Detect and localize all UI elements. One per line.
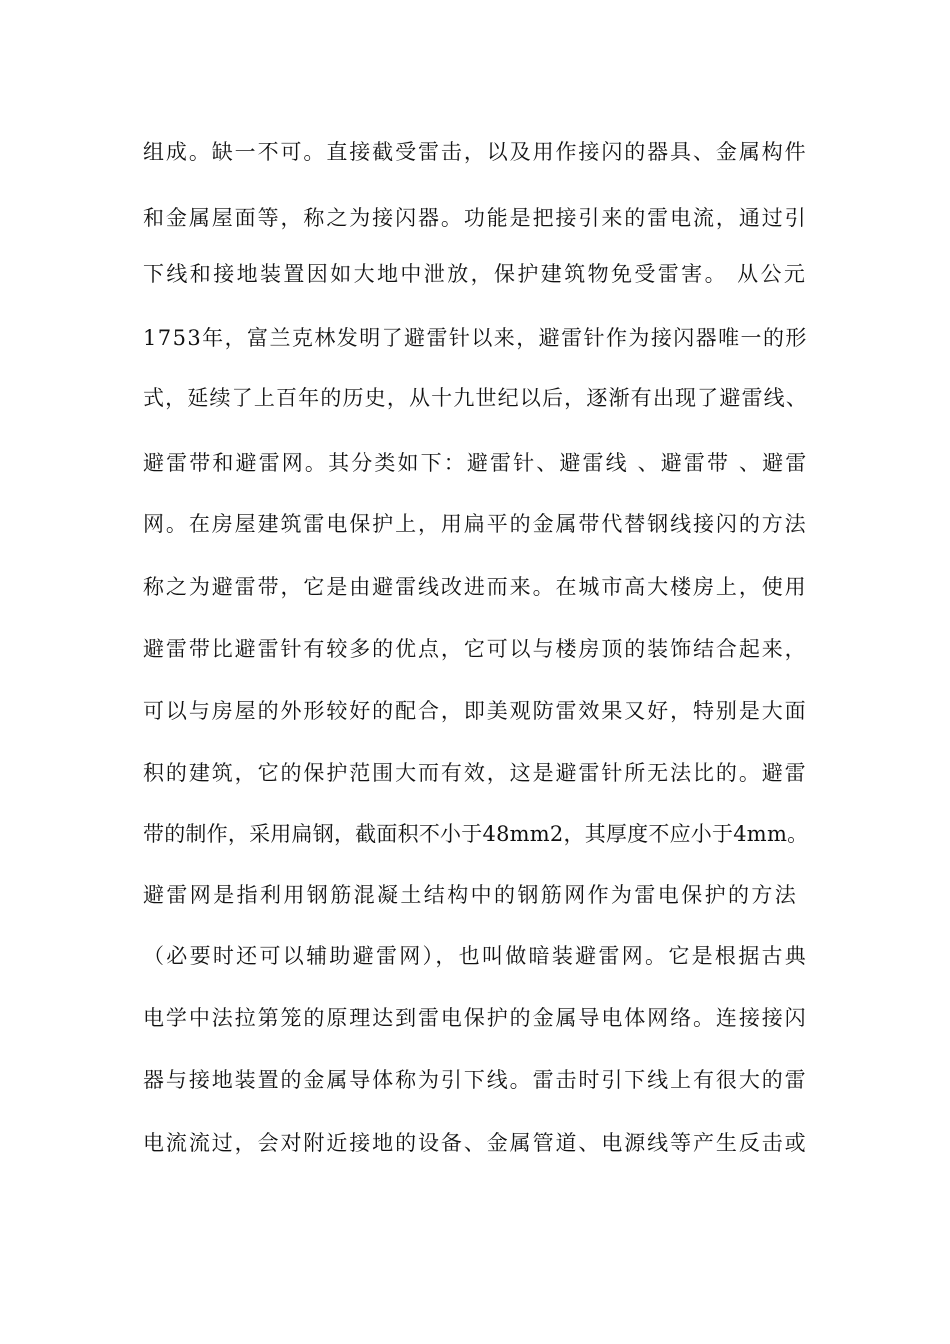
body-text-line: 下线和接地装置因如大地中泄放，保护建筑物免受雷害。 从公元 (143, 262, 808, 286)
body-text-line: 1753年，富兰克林发明了避雷针以来，避雷针作为接闪器唯一的形 (143, 326, 808, 350)
body-text-line: 避雷网是指利用钢筋混凝土结构中的钢筋网作为雷电保护的方法 (143, 883, 799, 907)
body-text-line: （必要时还可以辅助避雷网），也叫做暗装避雷网。它是根据古典 (143, 944, 809, 968)
body-text-line: 称之为避雷带，它是由避雷线改进而来。在城市高大楼房上，使用 (143, 575, 808, 599)
body-text-line: 器与接地装置的金属导体称为引下线。雷击时引下线上有很大的雷 (143, 1068, 808, 1092)
body-text-line: 积的建筑，它的保护范围大而有效，这是避雷针所无法比的。避雷 (143, 761, 808, 785)
body-text-line: 和金属屋面等，称之为接闪器。功能是把接引来的雷电流，通过引 (143, 206, 808, 230)
body-text-line: 避雷带和避雷网。其分类如下：避雷针、避雷线 、避雷带 、避雷 (143, 451, 809, 475)
body-text-line: 带的制作，采用扁钢，截面积不小于48mm2，其厚度不应小于4mm。 (143, 822, 809, 846)
body-text-line: 电流流过，会对附近接地的设备、金属管道、电源线等产生反击或 (143, 1131, 808, 1155)
body-text-line: 避雷带比避雷针有较多的优点，它可以与楼房顶的装饰结合起来， (143, 637, 808, 661)
body-text-line: 式，延续了上百年的历史，从十九世纪以后，逐渐有出现了避雷线、 (143, 386, 808, 410)
body-text-line: 可以与房屋的外形较好的配合，即美观防雷效果又好，特别是大面 (143, 699, 808, 723)
body-text-line: 网。在房屋建筑雷电保护上，用扁平的金属带代替钢线接闪的方法 (143, 512, 808, 536)
body-text-line: 电学中法拉第笼的原理达到雷电保护的金属导电体网络。连接接闪 (143, 1006, 808, 1030)
body-text-line: 组成。缺一不可。直接截受雷击，以及用作接闪的器具、金属构件 (143, 140, 808, 164)
